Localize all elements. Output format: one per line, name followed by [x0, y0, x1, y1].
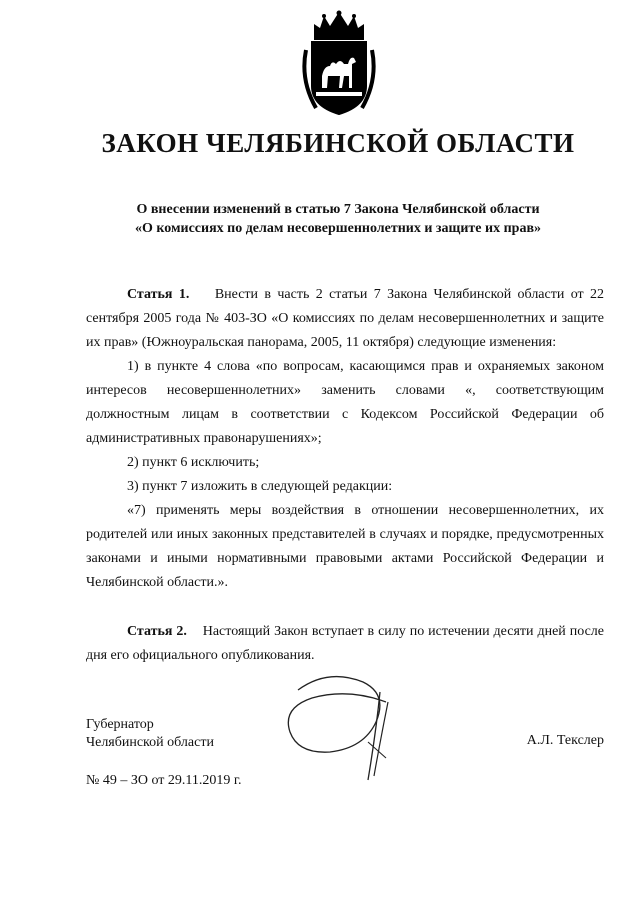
coat-of-arms-icon — [298, 10, 380, 118]
article-1-item-2: 2) пункт 6 исключить; — [127, 455, 260, 470]
article-1-item-3-text: «7) применять меры воздействия в отношении несовершеннолетних, их родителей или иных законных представителей в случаях и порядке, предусмотренных законами и иными нормативными правовыми актами Российской Федерации и Челябинской области.». — [86, 503, 604, 590]
document-title: ЗАКОН ЧЕЛЯБИНСКОЙ ОБЛАСТИ — [101, 128, 575, 158]
document-number: № 49 – ЗО от 29.11.2019 г. — [86, 773, 242, 788]
signatory-title — [86, 716, 214, 752]
signatory-title-line-1: Губернатор — [86, 717, 154, 732]
article-2-text — [86, 620, 604, 668]
article-1 — [86, 283, 604, 595]
article-1-heading: Статья 1. — [127, 287, 190, 302]
article-1-intro — [86, 283, 604, 355]
article-1-item-1: 1) в пункте 4 слова «по вопросам, касающимся прав и охраняемых законом интересов несовершеннолетних» заменить словами «, соответствующим должностным лицам в соответствии с Кодексом Российской Федерации об административных правонарушениях»; — [86, 359, 604, 446]
subtitle-line-1: О внесении изменений в статью 7 Закона Челябинской области — [136, 202, 540, 217]
article-1-intro-text: Внести в часть 2 статьи 7 Закона Челябинской области от 22 сентября 2005 года № 403-ЗО «О комиссиях по делам несовершеннолетних и защите их прав» (Южноуральская панорама, 2005, 11 октября) следующие изменения: — [86, 287, 605, 350]
article-2-body: Настоящий Закон вступает в силу по истечении десяти дней после дня его официального опубликования. — [86, 624, 604, 663]
signature-image — [268, 672, 413, 782]
article-2 — [86, 620, 604, 668]
article-1-item-3: 3) пункт 7 изложить в следующей редакции: — [127, 479, 393, 494]
signatory-title-line-2: Челябинской области — [86, 735, 214, 750]
subtitle-line-2: «О комиссиях по делам несовершеннолетних и защите их прав» — [134, 221, 541, 236]
document-subtitle — [0, 200, 640, 238]
signatory-name: А.Л. Текслер — [526, 733, 604, 748]
article-2-heading: Статья 2. — [127, 624, 187, 639]
